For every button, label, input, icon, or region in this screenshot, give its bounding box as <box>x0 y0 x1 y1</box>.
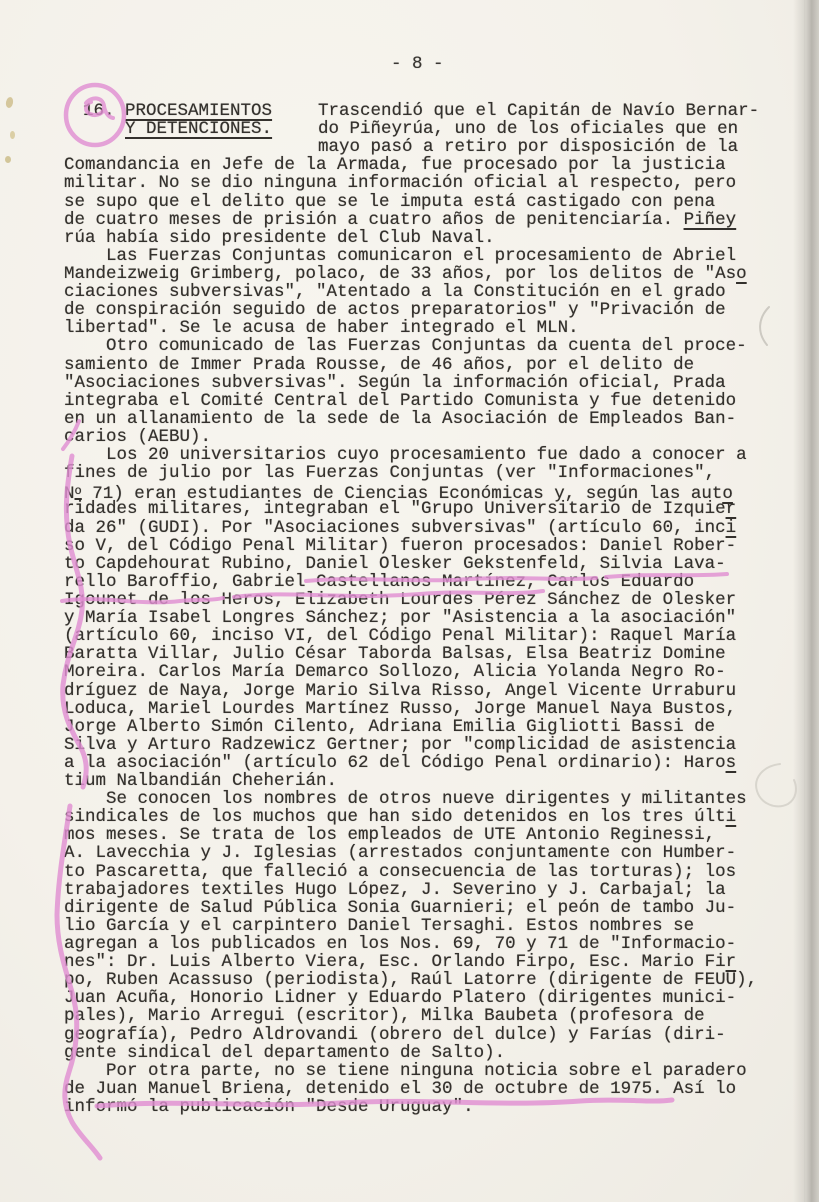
text-line <box>64 573 759 591</box>
text-line <box>64 790 759 808</box>
text-segment: Jorge Alberto Simón Cilento, Adriana Emilia Gigliotti Bassi de <box>64 716 716 737</box>
text-line <box>64 211 759 229</box>
faint-parenthesis-mark <box>760 307 769 345</box>
text-line <box>64 193 759 211</box>
text-segment: A. Lavecchia y J. Iglesias (arrestados conjuntamente con Humber- <box>64 843 737 864</box>
text-segment: lio García y el carpintero Daniel Tersaghi. Estos nombres se <box>64 915 695 936</box>
page-number: - 8 - <box>391 54 444 74</box>
text-segment: ridades militares, integraban el "Grupo Universitario de Izquie <box>64 499 726 520</box>
text-line <box>64 663 759 681</box>
text-line <box>64 844 759 862</box>
text-segment: N <box>64 484 75 505</box>
text-segment: Otro comunicado de las Fuerzas Conjuntas da cuenta del proce- <box>64 336 747 357</box>
paper-speck <box>5 156 11 163</box>
text-segment: de cuatro meses de prisión a cuatro años de penitenciaría. <box>64 209 684 230</box>
text-line <box>64 482 759 505</box>
text-line <box>64 808 759 826</box>
text-line <box>64 591 759 609</box>
text-line <box>64 881 759 899</box>
text-segment: ciaciones subversivas", "Atentado a la Constitución en el grado <box>64 282 726 303</box>
text-segment: informó la publicación "Desde Uruguay". <box>64 1097 474 1118</box>
text-line <box>64 989 759 1007</box>
text-segment: carios (AEBU). <box>64 426 212 447</box>
scan-edge-shadow <box>793 0 819 1202</box>
text-line <box>64 519 759 537</box>
text-segment: (artículo 60, inciso VI, del Código Penal Militar): Raquel María <box>64 626 737 647</box>
text-line <box>64 537 759 555</box>
text-line <box>64 971 759 989</box>
typed-underline-text: o <box>722 484 733 505</box>
text-line <box>64 645 759 663</box>
text-segment: Loduca, Mariel Lourdes Martínez Russo, Jorge Manuel Naya Bustos, <box>64 698 737 719</box>
text-segment: militar. No se dio ninguna información oficial al respecto, pero <box>64 173 737 194</box>
text-line <box>64 301 759 319</box>
text-segment: 16. <box>83 101 126 121</box>
text-segment: Igounet de los Heros, Elizabeth Lourdes Pérez Sánchez de Olesker <box>64 589 737 610</box>
text-segment: integraba el Comité Central del Partido Comunista y fue detenido <box>64 390 737 411</box>
text-segment: geografía), Pedro Aldrovandi (obrero del dulce) y Farías (diri- <box>64 1024 726 1045</box>
text-line <box>64 736 759 754</box>
text-line <box>64 120 759 138</box>
text-line <box>64 356 759 374</box>
text-segment: pales), Mario Arregui (escritor), Milka Baubeta (profesora de <box>64 1006 705 1027</box>
text-line <box>64 700 759 718</box>
text-line <box>64 863 759 881</box>
text-line <box>64 1080 759 1098</box>
text-line <box>64 1062 759 1080</box>
text-segment: gente sindical del departamento de Salto). <box>64 1042 506 1063</box>
paper-speck <box>10 131 15 139</box>
text-line <box>64 265 759 283</box>
text-segment: Comandancia en Jefe de la Armada, fue procesado por la justicia <box>64 155 726 176</box>
text-line <box>64 953 759 971</box>
text-line <box>64 754 759 772</box>
text-segment: samiento de Immer Prada Rousse, de 46 años, por el delito de <box>64 354 695 375</box>
typed-underline-text: Y DETENCIONES. <box>125 119 273 140</box>
faint-ring-mark <box>756 764 796 806</box>
text-line <box>64 156 759 174</box>
text-segment: da 26" (GUDI). Por "Asociaciones subversivas" (artículo 60, inc <box>64 517 726 538</box>
text-segment: sindicales de los muchos que han sido detenidos en los tres últ <box>64 807 726 828</box>
text-segment: rello Baroffio, Gabriel Castellanos Martínez, Carlos Eduardo <box>64 571 695 592</box>
typed-underline-text: o <box>74 484 82 499</box>
typed-underline-text: Piñey <box>683 209 737 230</box>
text-segment: "Asociaciones subversivas". Según la información oficial, Prada <box>64 372 726 393</box>
text-segment: mos meses. Se trata de los empleados de UTE Antonio Reginessi, <box>64 825 716 846</box>
text-line <box>64 102 759 120</box>
text-line <box>64 718 759 736</box>
text-segment: tium Nalbandián Cheherián. <box>64 771 338 792</box>
text-line <box>64 138 759 156</box>
text-segment: nes": Dr. Luis Alberto Viera, Esc. Orlando Firpo, Esc. Mario Fi <box>64 952 726 973</box>
text-segment: dirigente de Salud Pública Sonia Guarnieri; el peón de tambo Ju- <box>64 897 737 918</box>
text-segment: rúa había sido presidente del Club Naval. <box>64 227 495 248</box>
typed-underline-text: i <box>725 807 737 828</box>
text-segment: Las Fuerzas Conjuntas comunicaron el procesamiento de Abriel <box>64 245 737 266</box>
text-segment: y María Isabel Longres Sánchez; por "Asistencia a la asociación" <box>64 608 737 629</box>
text-line <box>64 392 759 410</box>
text-line <box>64 229 759 247</box>
document-body <box>64 102 759 1116</box>
text-line <box>64 826 759 844</box>
text-line <box>64 337 759 355</box>
text-segment: Moreira. Carlos María Demarco Sollozo, Alicia Yolanda Negro Ro- <box>64 662 726 683</box>
text-line <box>64 174 759 192</box>
text-segment: agregan a los publicados en los Nos. 69, 70 y 71 de "Informacio- <box>64 934 737 955</box>
text-line <box>64 319 759 337</box>
text-line <box>64 1044 759 1062</box>
text-segment: trabajadores textiles Hugo López, J. Severino y J. Carbajal; la <box>64 879 726 900</box>
text-segment: Mandeizweig Grimberg, polaco, de 33 años, por los delitos de "As <box>64 263 737 284</box>
text-segment: en un allanamiento de la sede de la Asociación de Empleados Ban- <box>64 408 737 429</box>
text-segment: de conspiración seguido de actos preparatorios" y "Privación de <box>64 300 726 321</box>
text-segment: so V, del Código Penal Militar) fueron procesados: Daniel Rober- <box>64 535 737 556</box>
text-segment: fines de julio por las Fuerzas Conjuntas (ver "Informaciones", <box>64 463 716 484</box>
text-line <box>64 682 759 700</box>
paper-speck <box>5 96 14 108</box>
text-line <box>64 555 759 573</box>
text-line <box>64 1098 759 1116</box>
text-segment: de Juan Manuel Briena, detenido el 30 de octubre de 1975. Así lo <box>64 1078 737 1099</box>
text-segment: to Pascaretta, que falleció a consecuencia de las torturas); los <box>64 861 737 882</box>
text-line <box>64 446 759 464</box>
text-line <box>64 428 759 446</box>
text-segment: Juan Acuña, Honorio Lidner y Eduardo Platero (dirigentes munici- <box>64 988 737 1009</box>
text-line <box>64 374 759 392</box>
text-line <box>64 1026 759 1044</box>
text-line <box>64 609 759 627</box>
text-segment: to Capdehourat Rubino, Daniel Olesker Gekstenfeld, Silvia Lava- <box>64 553 726 574</box>
text-line <box>64 899 759 917</box>
text-line <box>64 627 759 645</box>
text-segment: se supo que el delito que se le imputa está castigado con pena <box>64 191 716 212</box>
text-segment: do Piñeyrúa, uno de los oficiales que en <box>318 119 739 140</box>
text-line <box>64 464 759 482</box>
text-segment: Trascendió que el Capitán de Navío Bernar- <box>318 101 760 121</box>
text-segment: Se conocen los nombres de otros nueve dirigentes y militantes <box>64 789 747 810</box>
text-segment: Silva y Arturo Radzewicz Gertner; por "complicidad de asistencia <box>64 734 737 755</box>
text-line <box>64 1007 759 1025</box>
text-segment: mayo pasó a retiro por disposición de la <box>318 137 739 158</box>
text-segment: po, Ruben Acassuso (periodista), Raúl Latorre (dirigente de FEUU), <box>64 970 758 991</box>
text-segment: dríguez de Naya, Jorge Mario Silva Risso, Angel Vicente Urraburu <box>64 680 737 701</box>
text-line <box>64 247 759 265</box>
text-line <box>64 772 759 790</box>
text-line <box>64 917 759 935</box>
typed-underline-text: o <box>736 263 747 284</box>
text-line <box>64 500 759 518</box>
text-segment: libertad". Se le acusa de haber integrado el MLN. <box>64 318 579 339</box>
text-line <box>64 410 759 428</box>
typed-underline-text: i <box>725 517 737 538</box>
text-segment: 71) eran estudiantes de Ciencias Económicas y, según las aut <box>81 484 723 505</box>
text-segment: Baratta Villar, Julio César Taborda Balsas, Elsa Beatriz Domine <box>64 644 726 665</box>
typed-underline-text: r <box>725 499 737 520</box>
text-segment: Por otra parte, no se tiene ninguna noticia sobre el paradero <box>64 1060 747 1081</box>
text-line <box>64 283 759 301</box>
typed-underline-text: r <box>725 952 737 973</box>
text-segment: Los 20 universitarios cuyo procesamiento fue dado a conocer a <box>64 445 747 466</box>
text-line <box>64 935 759 953</box>
typed-underline-text: PROCESAMIENTOS <box>125 101 273 121</box>
text-segment: a la asociación" (artículo 62 del Código Penal ordinario): Haro <box>64 752 726 773</box>
typed-underline-text: s <box>725 752 737 773</box>
